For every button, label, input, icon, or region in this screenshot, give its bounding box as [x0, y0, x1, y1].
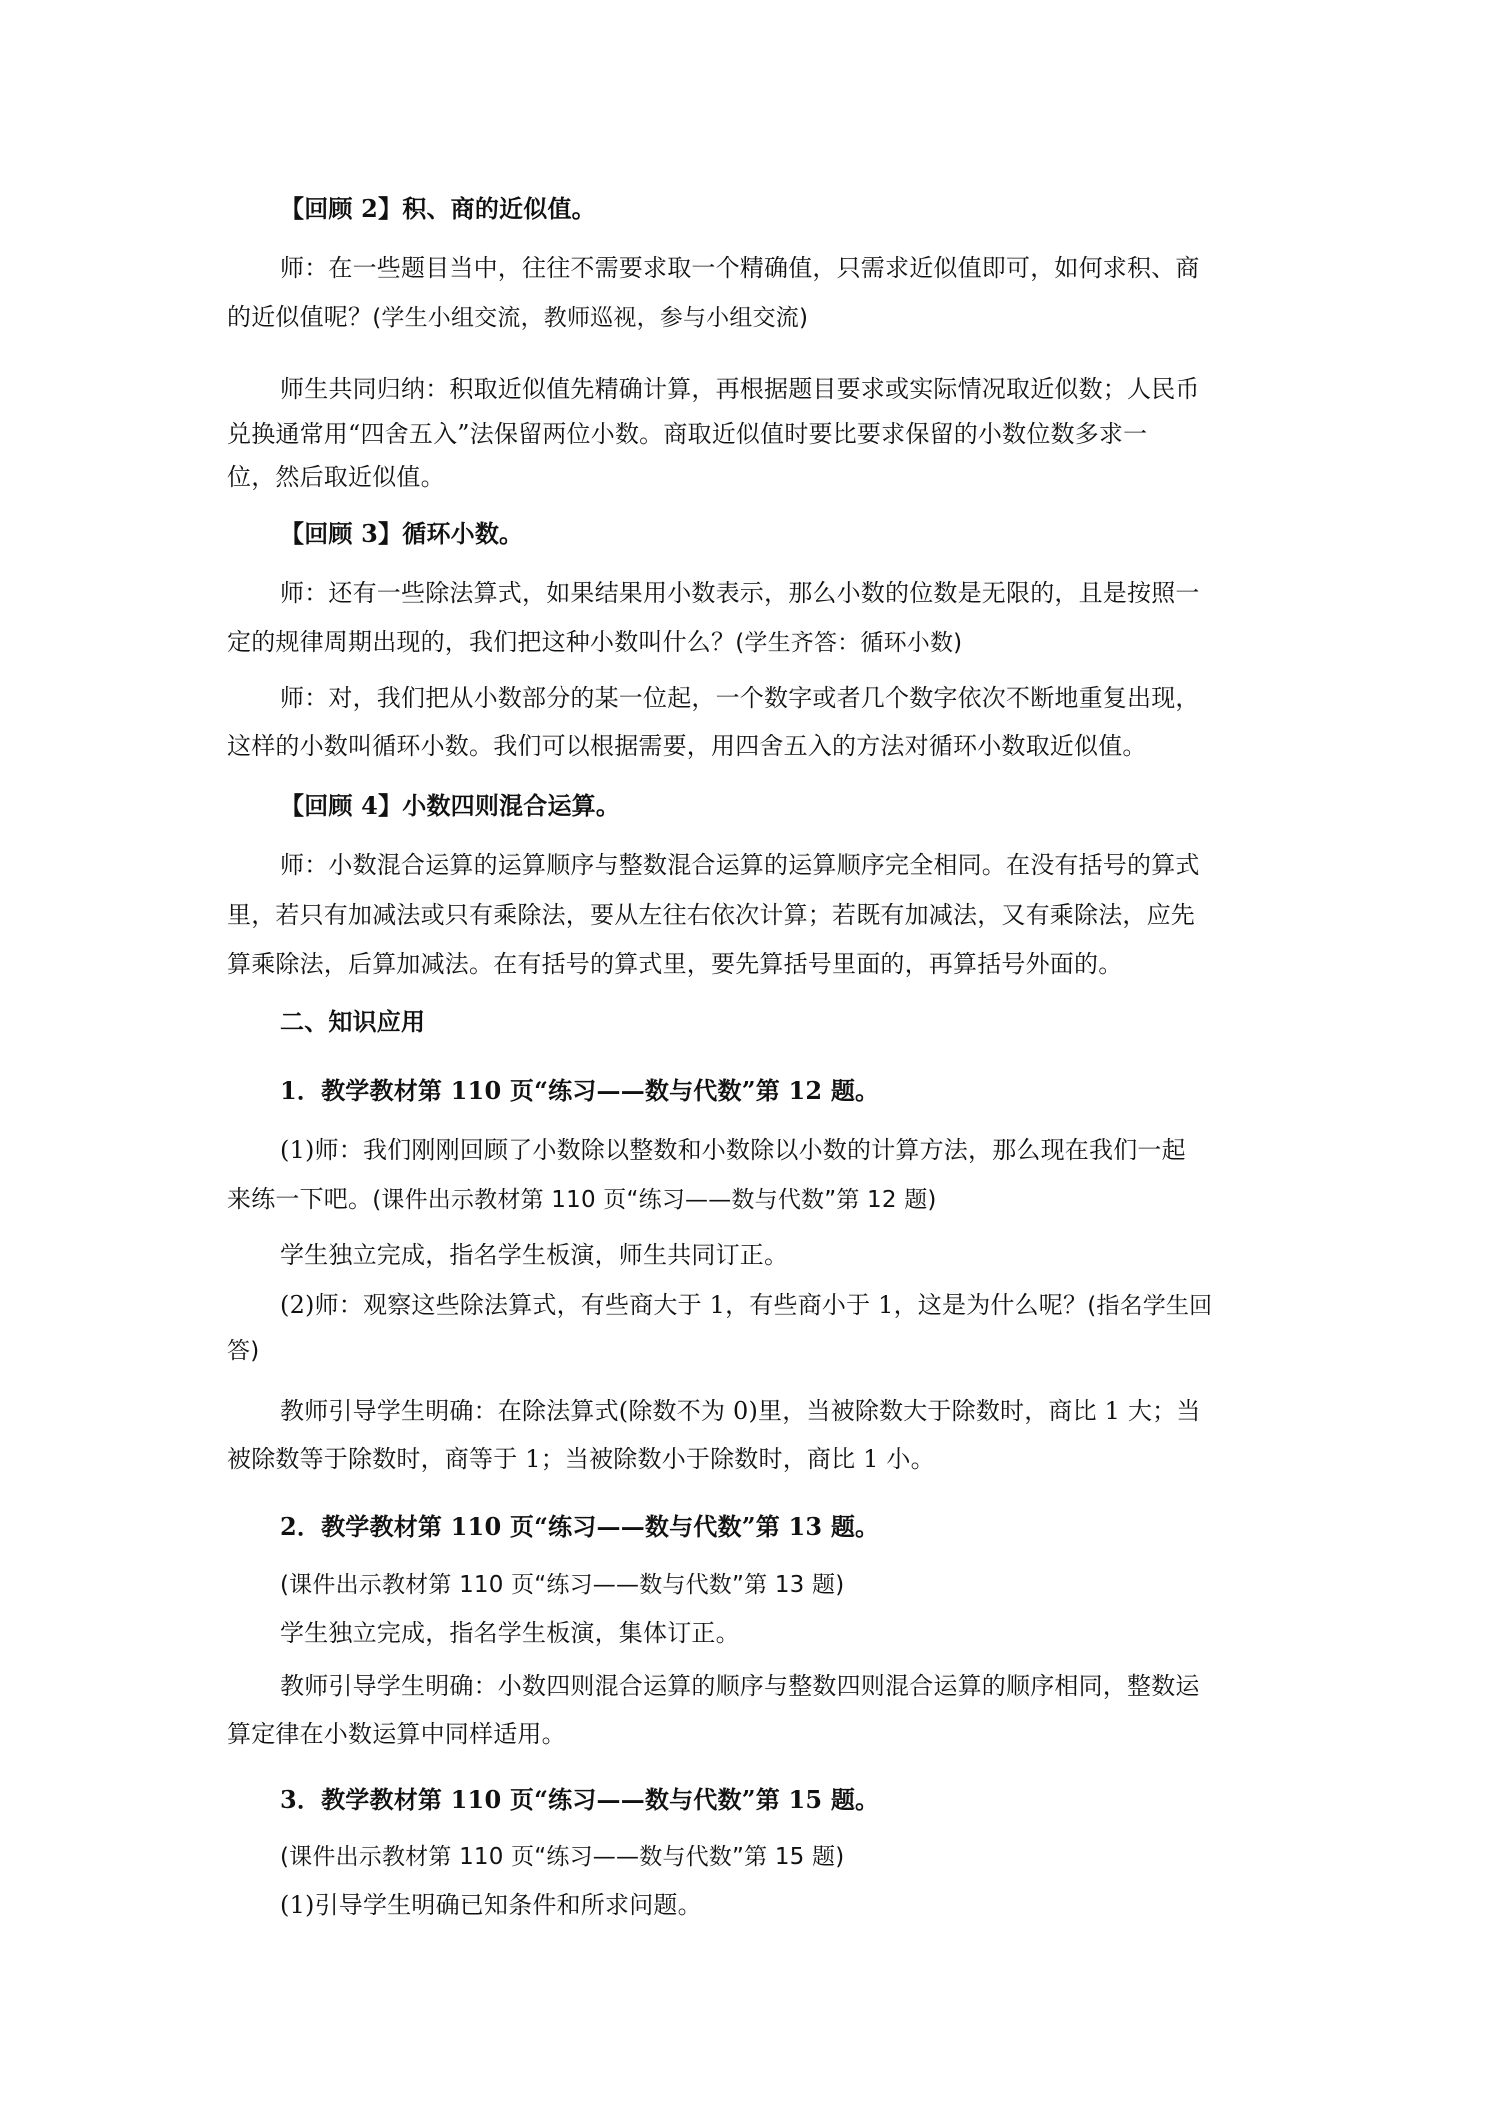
review4-p1-line1: 师：小数混合运算的运算顺序与整数混合运算的运算顺序完全相同。在没有括号的算式	[280, 851, 1200, 879]
review2-heading: 【回顾 2】积、商的近似值。	[280, 194, 596, 223]
review3-p1-note: (学生齐答：循环小数)	[735, 630, 963, 656]
review2-p1-line2	[227, 298, 808, 337]
item2-note: (课件出示教材第 110 页“练习——数与代数”第 13 题)	[280, 1572, 845, 1598]
review3-p2-line1: 师：对，我们把从小数部分的某一位起，一个数字或者几个数字依次不断地重复出现，	[280, 684, 1200, 712]
item3-p1: (1)引导学生明确已知条件和所求问题。	[280, 1891, 702, 1919]
item1-p1-line1: (1)师：我们刚刚回顾了小数除以整数和小数除以小数的计算方法，那么现在我们一起	[280, 1136, 1186, 1164]
review4-heading: 【回顾 4】小数四则混合运算。	[280, 791, 621, 820]
item1-p3-line2: 答)	[227, 1338, 260, 1364]
review3-heading: 【回顾 3】循环小数。	[280, 519, 524, 548]
review3-p2-line2: 这样的小数叫循环小数。我们可以根据需要，用四舍五入的方法对循环小数取近似值。	[227, 732, 1147, 760]
item1-heading: 1．教学教材第 110 页“练习——数与代数”第 12 题。	[280, 1076, 880, 1105]
review2-p1-line1: 师：在一些题目当中，往往不需要求取一个精确值，只需求近似值即可，如何求积、商	[280, 254, 1200, 282]
section2-heading: 二、知识应用	[280, 1007, 426, 1036]
item1-p1-line2	[227, 1180, 937, 1219]
review2-p1-note: (学生小组交流，教师巡视，参与小组交流)	[372, 305, 809, 331]
item1-p3-line1	[280, 1286, 1212, 1325]
item2-p2-line1: 教师引导学生明确：小数四则混合运算的顺序与整数四则混合运算的顺序相同，整数运	[280, 1672, 1200, 1700]
item2-heading: 2．教学教材第 110 页“练习——数与代数”第 13 题。	[280, 1512, 880, 1541]
review2-p2-line1: 师生共同归纳：积取近似值先精确计算，再根据题目要求或实际情况取近似数；人民币	[280, 375, 1200, 403]
item1-p4-line1: 教师引导学生明确：在除法算式(除数不为 0)里，当被除数大于除数时，商比 1 大；当	[280, 1397, 1201, 1425]
item1-p1-line2-text: 来练一下吧。	[227, 1185, 373, 1213]
item1-p1-note: (课件出示教材第 110 页“练习——数与代数”第 12 题)	[372, 1187, 937, 1213]
item1-p3-line1-text: (2)师：观察这些除法算式，有些商大于 1，有些商小于 1，这是为什么呢？	[280, 1291, 1088, 1319]
item3-heading: 3．教学教材第 110 页“练习——数与代数”第 15 题。	[280, 1785, 880, 1814]
item1-p3-note: (指名学生回	[1087, 1293, 1213, 1319]
review4-p1-line2: 里，若只有加减法或只有乘除法，要从左往右依次计算；若既有加减法，又有乘除法，应先	[227, 901, 1195, 929]
item1-p4-line2: 被除数等于除数时，商等于 1；当被除数小于除数时，商比 1 小。	[227, 1445, 935, 1473]
review2-p2-line2: 兑换通常用“四舍五入”法保留两位小数。商取近似值时要比要求保留的小数位数多求一	[227, 420, 1148, 448]
review4-p1-line3: 算乘除法，后算加减法。在有括号的算式里，要先算括号里面的，再算括号外面的。	[227, 950, 1123, 978]
item3-note: (课件出示教材第 110 页“练习——数与代数”第 15 题)	[280, 1844, 845, 1870]
item1-p2: 学生独立完成，指名学生板演，师生共同订正。	[280, 1241, 789, 1269]
review2-p1-line2-text: 的近似值呢？	[227, 303, 373, 331]
review3-p1-line1: 师：还有一些除法算式，如果结果用小数表示，那么小数的位数是无限的，且是按照一	[280, 579, 1200, 607]
item2-p1: 学生独立完成，指名学生板演，集体订正。	[280, 1619, 740, 1647]
review3-p1-line2-text: 定的规律周期出现的，我们把这种小数叫什么？	[227, 628, 736, 656]
review2-p2-line3: 位，然后取近似值。	[227, 463, 445, 491]
item2-p2-line2: 算定律在小数运算中同样适用。	[227, 1720, 566, 1748]
review3-p1-line2	[227, 623, 962, 662]
